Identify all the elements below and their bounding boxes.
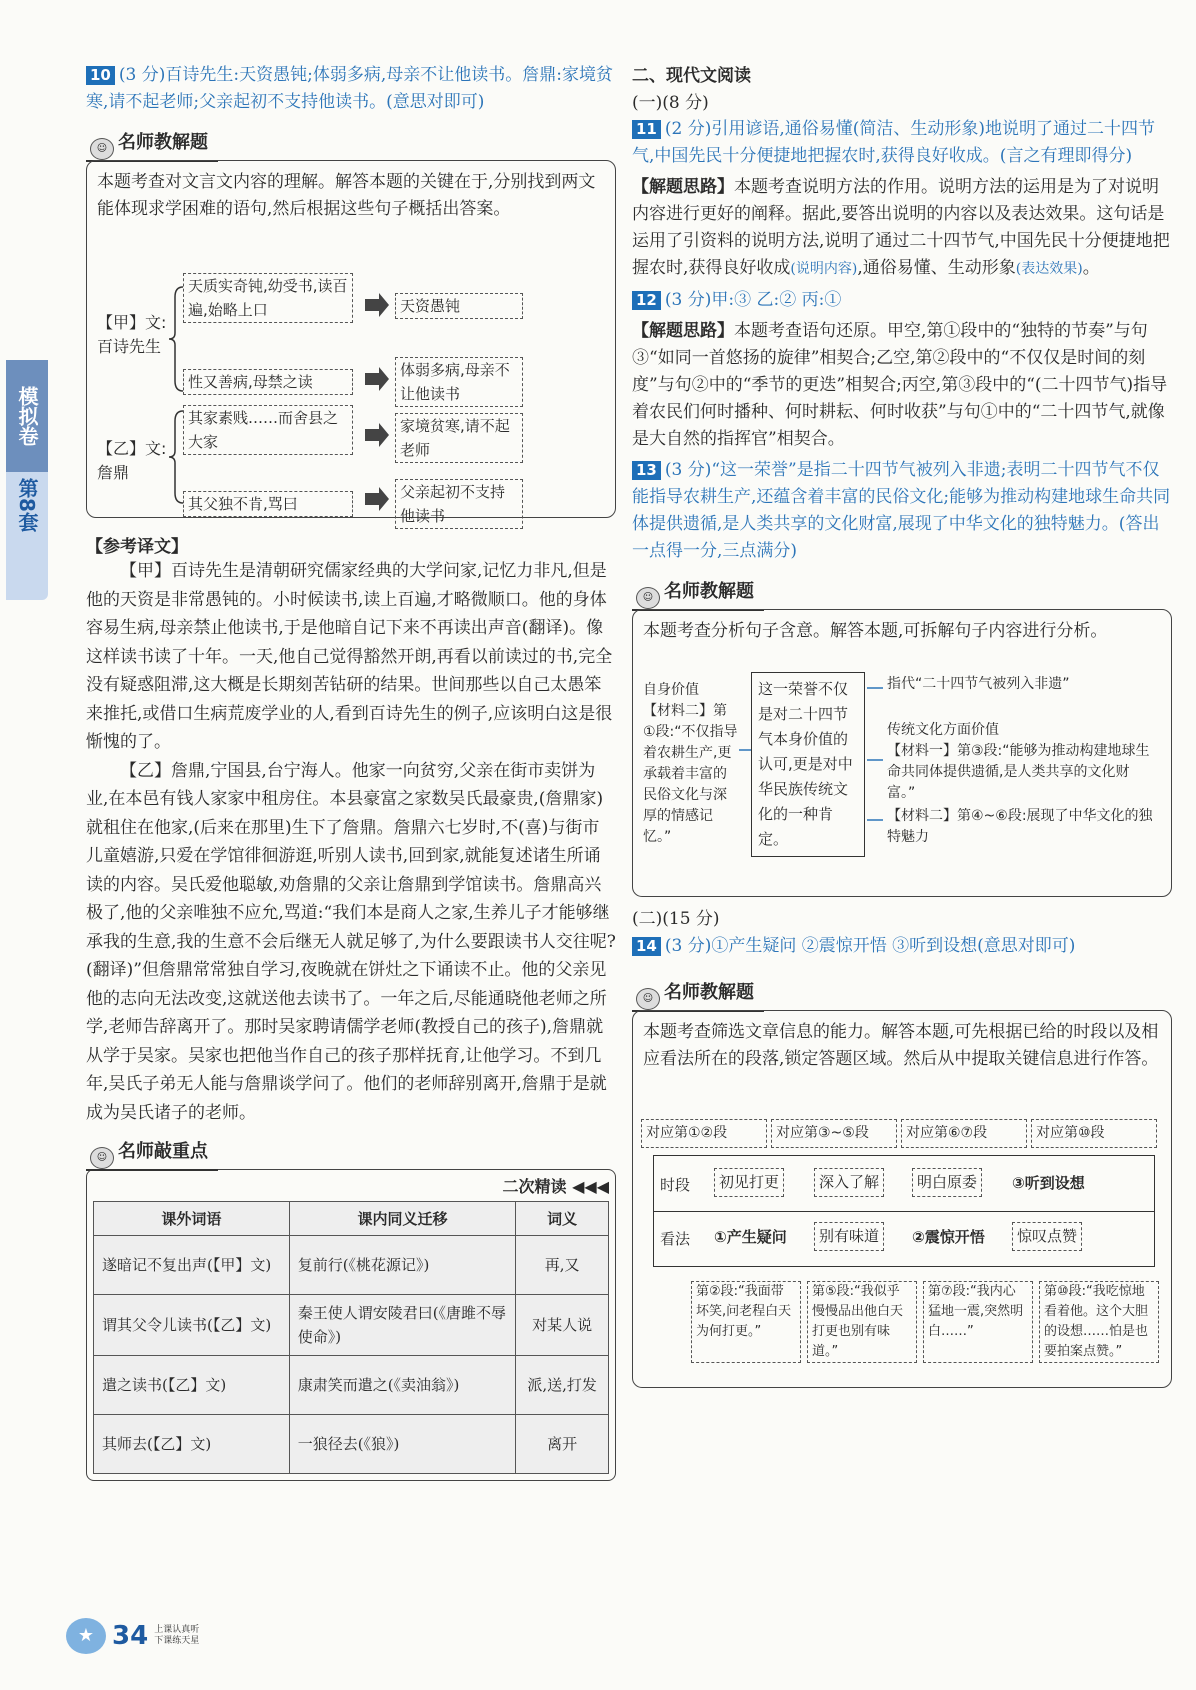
analysis-text: 本题考查语句还原。甲空,第①段中的“独特的节奏”与句③“如同一首悠扬的旋律”相契合;乙空,第②段中的“不仅仅是时间的刻度”与句②中的“季节的更迭”相契合;丙空,第③段中的“(二十四节气)指导着农民们何时播种、何时耕耘、何时收获”与句①中的“二十四节气,就像是大自然的指挥官”相契合。 [632, 321, 1168, 449]
keypoints-table [93, 1201, 609, 1474]
analysis-box-13 [632, 609, 1172, 897]
question-10 [86, 62, 616, 116]
table-cell: 谓其父令儿读书(【乙】文) [94, 1295, 290, 1356]
jia-result-1: 天资愚钝 [395, 293, 523, 319]
analysis-label: 【解题思路】 [632, 177, 734, 197]
table-row [94, 1236, 609, 1295]
view-cell: 别有味道 [814, 1222, 884, 1251]
table-cell: 复前行(《桃花源记》) [289, 1236, 516, 1295]
analysis-intro: 本题考查筛选文章信息的能力。解答本题,可先根据已给的时段以及相应看法所在的段落,锁定答题区域。然后从中提取关键信息进行作答。 [643, 1022, 1159, 1069]
side-tab-top: 模拟卷 [6, 360, 48, 472]
answer-text: (3 分)“这一荣誉”是指二十四节气被列入非遗;表明二十四节气不仅能指导农耕生产,还蕴含着丰富的民俗文化;能够为推动构建地球生命共同体提供遗循,是人类共享的文化财富,展现了中华文化的独特魅力。(答出一点得一分,三点满分) [632, 460, 1171, 561]
yi-label: 【乙】文: 詹鼎 [97, 439, 167, 482]
yi-sentence-1: 其家素贱……而舍县之大家 [183, 405, 353, 455]
translation-paragraph-1: 【甲】百诗先生是清朝研究儒家经典的大学问家,记忆力非凡,但是他的天资是非常愚钝的。小时候读书,读上百遍,才略微顺口。他的身体容易生病,母亲禁止他读书,于是他暗自记下来不再读出声音(翻译)。像这样读书读了十年。一天,他自己觉得豁然开朗,再看以前读过的书,完全没有疑惑阻滞,这大概是长期刻苦钻研的结果。世间那些以自己太愚笨来推托,或借口生病荒废学业的人,看到百诗先生的例子,应该明白这是很惭愧的了。 [86, 561, 613, 752]
keypoints-heading: ☺ 名师敲重点 [86, 1137, 218, 1171]
evidence-note: 第⑤段:“我似乎慢慢品出他白天打更也别有味道。” [807, 1281, 917, 1363]
arrow-icon [365, 367, 389, 391]
heading-text: 名师教解题 [118, 132, 208, 153]
table-cell: 康肃笑而遣之(《卖油翁》) [289, 1356, 516, 1415]
jia-sentence-1: 天质实奇钝,幼受书,读百遍,始略上口 [183, 273, 353, 323]
paragraph-ref: 对应第①②段 [641, 1119, 767, 1148]
reference-note: 指代“二十四节气被列入非遗” [887, 676, 1070, 692]
section-heading: ☺ 名师教解题 [632, 978, 764, 1012]
paragraph-ref: 对应第⑩段 [1031, 1119, 1157, 1148]
view-cell: ①产生疑问 [714, 1228, 787, 1246]
side-tab-bottom: 第8套 [15, 478, 39, 532]
table-cell: 再,又 [516, 1236, 609, 1295]
center-sentence: 这一荣誉不仅是对二十四节气本身价值的认可,更是对中华民族传统文化的一种肯定。 [751, 672, 865, 857]
question-11 [632, 116, 1172, 170]
period-cell: ③听到设想 [1012, 1174, 1085, 1192]
keypoints-subheading: 二次精读 ◀◀◀ [502, 1177, 609, 1196]
right-column [632, 62, 1172, 1388]
table-cell: 派,送,打发 [516, 1356, 609, 1415]
table-header: 词义 [516, 1202, 609, 1236]
analysis-box-14 [632, 1010, 1172, 1388]
annotation-tag: (说明内容) [790, 261, 858, 277]
subsection-1: (一)(8 分) [632, 93, 709, 113]
answer-text: (2 分)引用谚语,通俗易懂(简洁、生动形象)地说明了通过二十四节气,中国先民十分便捷地把握农时,获得良好收成。(言之有理即得分) [632, 119, 1156, 166]
keypoints-box [86, 1169, 616, 1481]
row-label: 时段 [660, 1176, 691, 1194]
table-cell: 一狼径去(《狼》) [289, 1415, 516, 1474]
bracket-diagram [87, 161, 617, 511]
answer-text: (3 分)百诗先生:天资愚钝;体弱多病,母亲不让他读书。詹鼎:家境贫寒,请不起老师;父亲起初不支持他读书。(意思对即可) [86, 65, 613, 112]
jia-sentence-2: 性又善病,母禁之读 [183, 369, 353, 395]
analysis-label: 【解题思路】 [632, 321, 734, 341]
table-header: 课内同义迁移 [289, 1202, 516, 1236]
question-number: 13 [632, 461, 661, 480]
mascot-icon: ☺ [90, 138, 114, 160]
period-cell: 初见打更 [714, 1168, 784, 1197]
question-11-analysis: 【解题思路】本题考查说明方法的作用。说明方法的运用是为了对说明内容进行更好的阐释。据此,要答出说明的内容以及表达效果。这句话是运用了引资料的说明方法,说明了通过二十四节气,中国先民十分便捷地把握农时,获得良好收成(说明内容),通俗易懂、生动形象(表达效果)。 [632, 177, 1170, 278]
section-heading: ☺ 名师教解题 [632, 577, 764, 611]
section-title: 二、现代文阅读 [632, 66, 751, 86]
left-column [86, 62, 616, 1481]
table-row [94, 1295, 609, 1356]
view-cell: ②震惊开悟 [912, 1228, 985, 1246]
evidence-note: 第②段:“我面带坏笑,问老程白天为何打更。” [691, 1281, 801, 1363]
mascot-icon: ☺ [90, 1147, 114, 1169]
table-cell: 离开 [516, 1415, 609, 1474]
arrow-icon [365, 423, 389, 447]
question-13 [632, 457, 1172, 565]
yi-result-1: 家境贫寒,请不起老师 [395, 413, 523, 463]
question-number: 12 [632, 291, 661, 310]
question-number: 10 [86, 66, 115, 85]
yi-result-2: 父亲起初不支持他读书 [395, 479, 523, 529]
table-header: 课外词语 [94, 1202, 290, 1236]
mascot-icon: ☺ [636, 587, 660, 609]
question-14 [632, 933, 1172, 960]
translation-heading: 【参考译文】 [86, 537, 188, 557]
evidence-notes [691, 1281, 1171, 1363]
page-number: 34 [112, 1621, 149, 1651]
table-cell: 对某人说 [516, 1295, 609, 1356]
analysis-text: 本题考查说明方法的作用。说明方法的运用是为了对说明内容进行更好的阐释。据此,要答出说明的内容以及表达效果。这句话是运用了引资料的说明方法,说明了通过二十四节气,中国先民十分便捷地把握农时,获得良好收成 [632, 177, 1170, 278]
section-heading [86, 128, 218, 162]
charm-note: 【材料二】第④~⑥段:展现了中华文化的独特魅力 [887, 808, 1153, 845]
evidence-note: 第⑩段:“我吃惊地看着他。这个大胆的设想……怕是也要拍案点赞。” [1039, 1281, 1159, 1363]
period-cell: 深入了解 [814, 1168, 884, 1197]
side-tab [6, 360, 48, 600]
question-number: 14 [632, 937, 661, 956]
table-row [94, 1356, 609, 1415]
question-12 [632, 287, 1172, 314]
arrow-icon [365, 487, 389, 511]
paragraph-ref: 对应第③~⑤段 [771, 1119, 897, 1148]
row-label: 看法 [660, 1230, 691, 1248]
analysis-intro: 本题考查分析句子含意。解答本题,可拆解句子内容进行分析。 [643, 621, 1108, 641]
subsection-2: (二)(15 分) [632, 909, 720, 929]
triangle-arrows-icon: ◀◀◀ [572, 1177, 609, 1196]
analysis-text: ,通俗易懂、生动形象 [857, 258, 1016, 278]
table-cell: 秦王使人谓安陵君曰(《唐雎不辱使命》) [289, 1295, 516, 1356]
timeline-grid [653, 1155, 1155, 1267]
star-mascot-icon: ★ [66, 1618, 106, 1654]
answer-text: (3 分)①产生疑问 ②震惊开悟 ③听到设想(意思对即可) [664, 936, 1076, 956]
yi-sentence-2: 其父独不肯,骂曰 [183, 491, 353, 517]
table-row [94, 1415, 609, 1474]
paragraph-refs [641, 1119, 1161, 1148]
analysis-box [86, 160, 616, 525]
table-cell: 其师去(【乙】文) [94, 1415, 290, 1474]
footer-slogan: 上课认真听 下课练天星 [154, 1625, 200, 1646]
answer-text: (3 分)甲:③ 乙:② 丙:① [664, 290, 842, 310]
jia-label: 【甲】文: 百诗先生 [97, 313, 167, 356]
question-number: 11 [632, 120, 661, 139]
table-cell: 遂暗记不复出声(【甲】文) [94, 1236, 290, 1295]
view-cell: 惊叹点赞 [1012, 1222, 1082, 1251]
evidence-note: 第⑦段:“我内心猛地一震,突然明白……” [923, 1281, 1033, 1363]
culture-value-note: 传统文化方面价值 【材料一】第③段:“能够为推动构建地球生命共同体提供遗循,是人类共享的文化财富。” [887, 722, 1150, 801]
self-value-note: 自身价值 【材料二】第①段:“不仅指导着农耕生产,更承载着丰富的民俗文化与深厚的情感记忆。” [643, 682, 738, 845]
arrow-icon [365, 293, 389, 317]
question-12-analysis [632, 318, 1172, 453]
table-cell: 遣之读书(【乙】文) [94, 1356, 290, 1415]
translation-paragraph-2: 【乙】詹鼎,宁国县,台宁海人。他家一向贫穷,父亲在街市卖饼为业,在本邑有钱人家家中租房住。本县豪富之家数吴氏最豪贵,(詹鼎家)就租住在他家,(后来在那里)生下了詹鼎。詹鼎六七岁时,不(喜)与街市儿童嬉游,只爱在学馆徘徊游逛,听别人读书,回到家,就能复述诸生所诵读的内容。吴氏爱他聪敏,劝詹鼎的父亲让詹鼎到学馆读书。詹鼎高兴极了,他的父亲唯独不应允,骂道:“我们本是商人之家,生养儿子才能够继承我的生意,我的生意不会后继无人就足够了,为什么要跟读书人交往呢?(翻译)”但詹鼎常常独自学习,夜晚就在饼灶之下诵读不止。他的父亲见他的志向无法改变,这就送他去读书了。一年之后,尽能通晓他老师之所学,老师告辞离开了。那时吴家聘请儒学老师(教授自己的孩子),詹鼎就从学于吴家。吴家也把他当作自己的孩子那样抚育,让他学习。不到几年,吴氏子弟无人能与詹鼎谈学问了。他们的老师辞别离开,詹鼎于是就成为吴氏诸子的老师。 [86, 760, 616, 1123]
analysis-intro: 本题考查对文言文内容的理解。解答本题的关键在于,分别找到两文能体现求学困难的语句,然后根据这些句子概括出答案。 [97, 172, 596, 219]
mascot-icon: ☺ [636, 988, 660, 1010]
paragraph-ref: 对应第⑥⑦段 [901, 1119, 1027, 1148]
page-footer [66, 1616, 199, 1656]
period-cell: 明白原委 [912, 1168, 982, 1197]
annotation-tag: (表达效果) [1015, 261, 1083, 277]
jia-result-2: 体弱多病,母亲不让他读书 [395, 357, 523, 407]
